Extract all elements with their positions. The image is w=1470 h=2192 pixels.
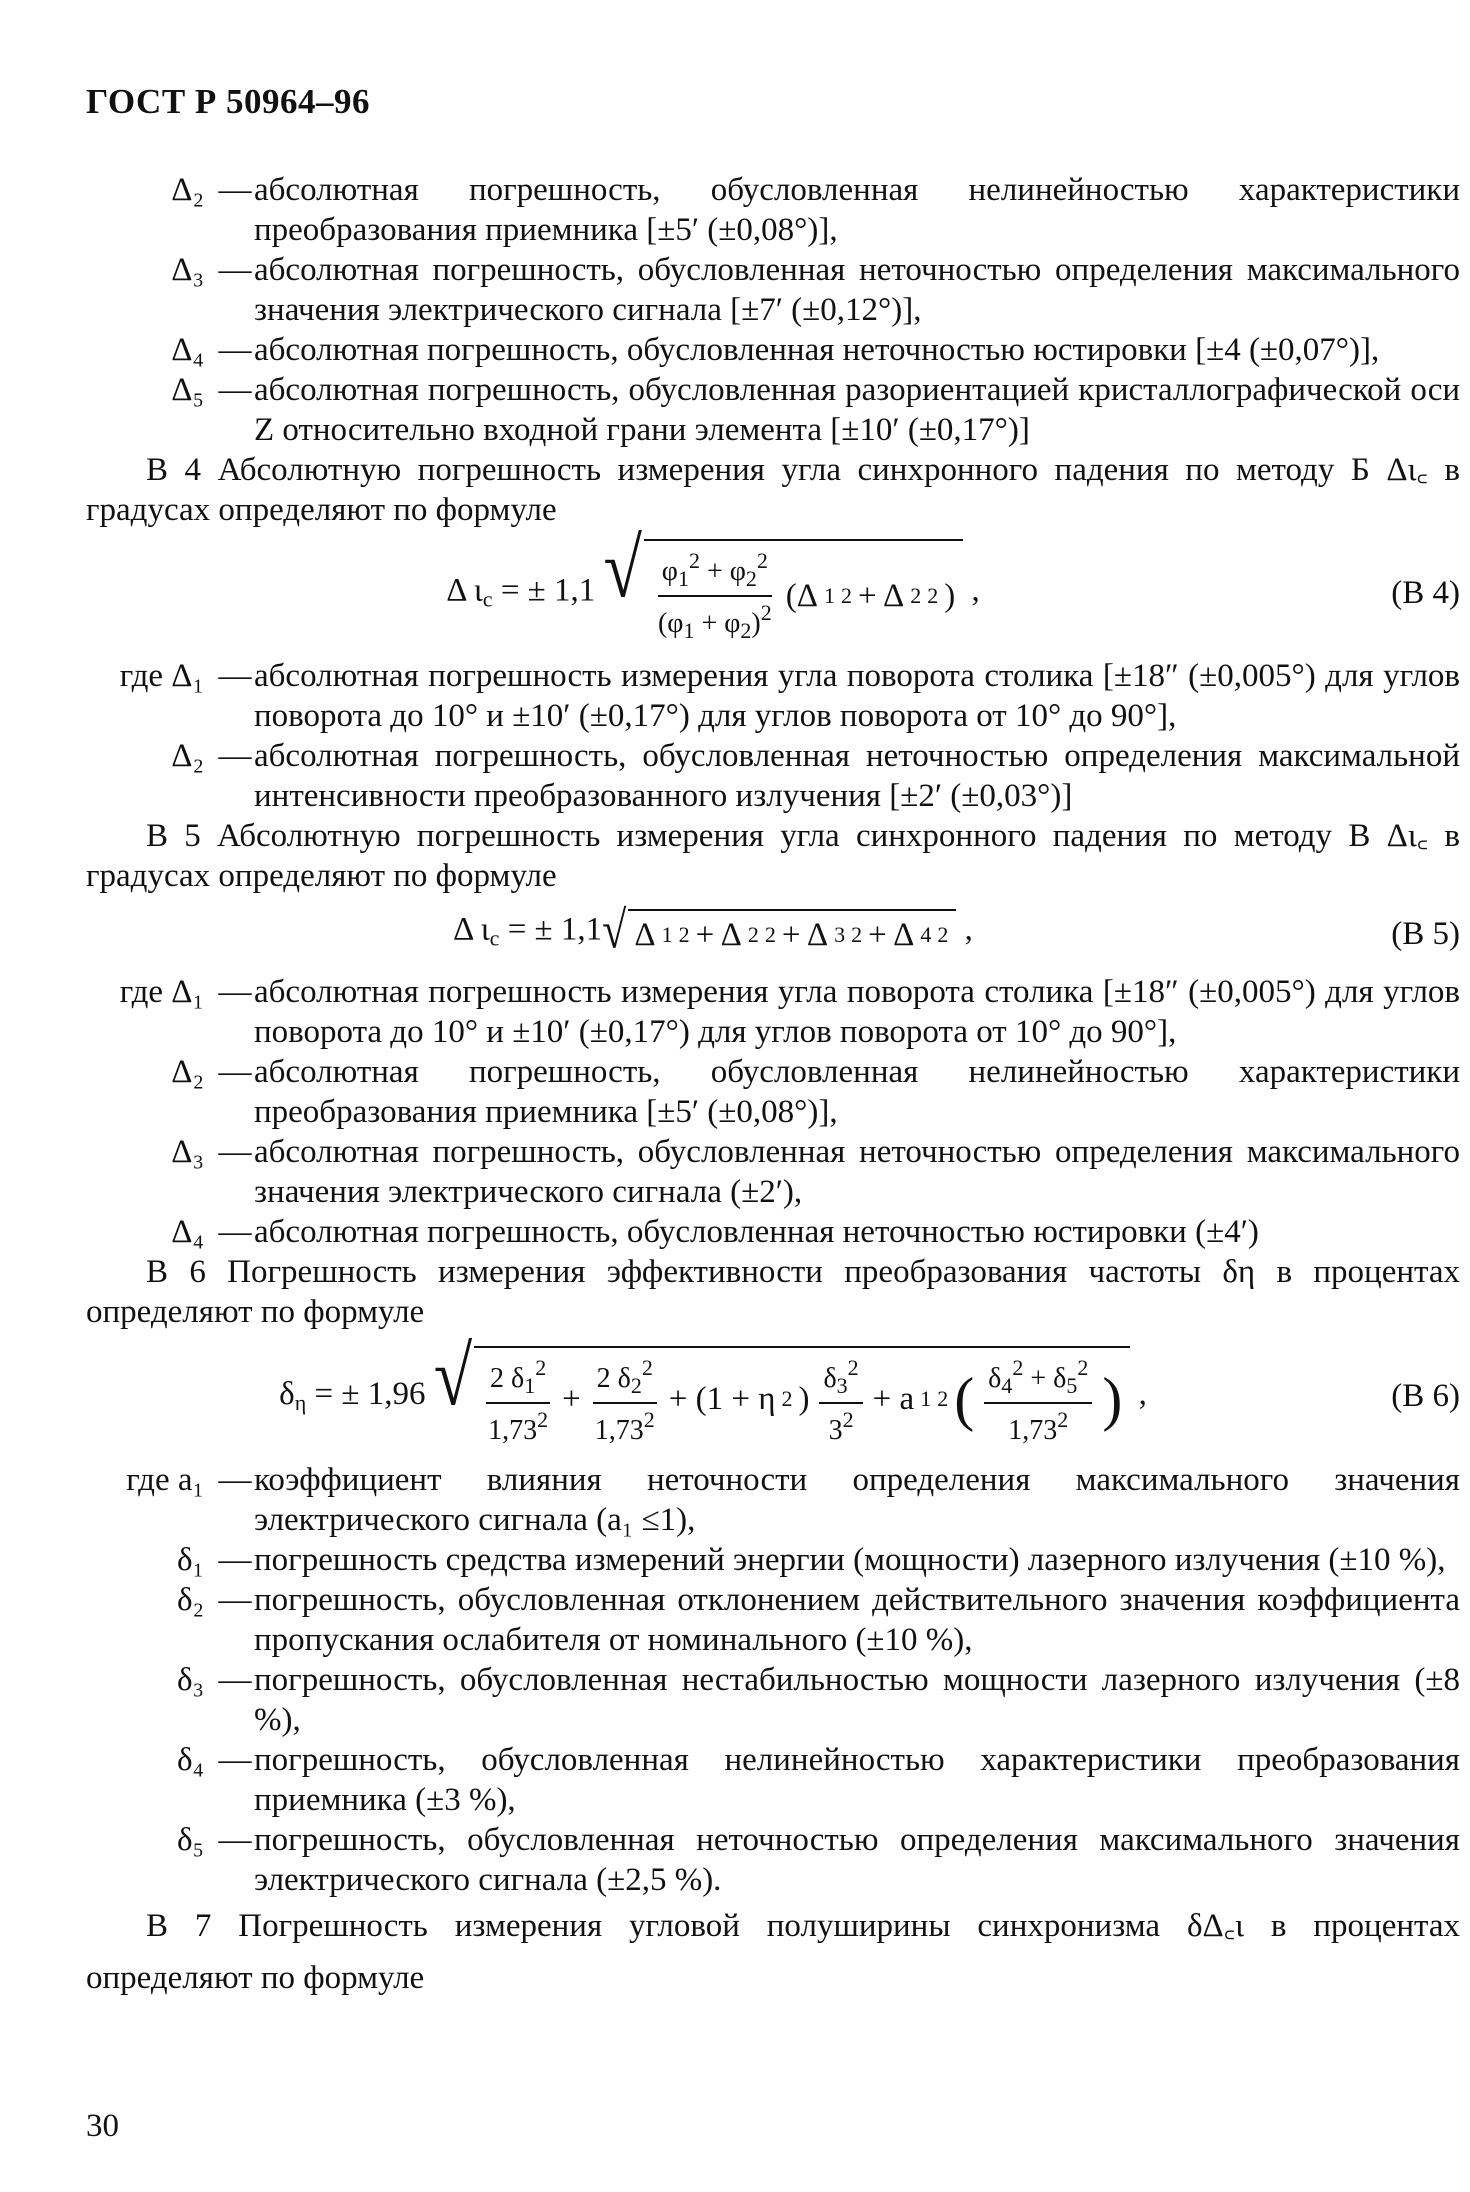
paragraph-b6: В 6 Погрешность измерения эффективности преобразования частоты δη в процентах определяют по формуле bbox=[86, 1254, 1460, 1330]
definition-symbol: Δ₄ bbox=[171, 1214, 204, 1250]
definition-symbol: где a₁ bbox=[126, 1462, 204, 1498]
definitions-list-4 bbox=[86, 1460, 1466, 1900]
formula-b6 bbox=[86, 1330, 1466, 1452]
definition-row bbox=[86, 1132, 1466, 1212]
paragraph-b4: В 4 Абсолютную погрешность измерения угла синхронного падения по методу Б Δι꜀ в градусах определяют по формуле bbox=[86, 452, 1460, 528]
definition-row bbox=[86, 250, 1466, 330]
dash: — bbox=[218, 252, 252, 288]
formula-b6-expression: $\delta_\eta$ = ± 1,96 √ $\frac{2 \delta_1^2}{1,73^2}$ + $\frac{2 \delta_2^2}{1,73^2}$ + (1 + η 2 ) $\frac{\delta_3^2}{3^2}$ + a 1 2 ( $\frac{\delta_4^2 + \delta_5^2}{1,73^2}$ ) , bbox=[279, 1330, 1147, 1446]
definition-symbol: δ₅ bbox=[176, 1822, 204, 1858]
definition-row bbox=[86, 1740, 1466, 1820]
definition-row bbox=[86, 370, 1466, 450]
definition-symbol: где Δ₁ bbox=[119, 658, 204, 694]
definition-symbol: Δ₅ bbox=[171, 372, 204, 408]
definition-symbol: где Δ₁ bbox=[119, 974, 204, 1010]
dash: — bbox=[218, 1582, 252, 1618]
definition-row bbox=[86, 736, 1466, 816]
definition-symbol: δ₄ bbox=[176, 1742, 204, 1778]
dash: — bbox=[218, 974, 252, 1010]
definition-row bbox=[86, 656, 1466, 736]
definition-symbol: Δ₂ bbox=[171, 172, 204, 208]
dash: — bbox=[218, 1742, 252, 1778]
definition-symbol: Δ₂ bbox=[171, 1054, 204, 1090]
formula-b4 bbox=[86, 523, 1466, 648]
definition-text: погрешность, обусловленная нестабильностью мощности лазерного излучения (±8 %), bbox=[254, 1662, 1460, 1738]
definitions-list-1 bbox=[86, 170, 1466, 450]
definition-row bbox=[86, 1212, 1466, 1252]
definition-symbol: Δ₂ bbox=[171, 738, 204, 774]
page-number: 30 bbox=[86, 2108, 119, 2144]
formula-b5-expression: Δ $\iota_c$ = ± 1,1 √ Δ 1 2 + Δ 2 2 + Δ 3 2 + Δ 4 2 , bbox=[453, 901, 973, 960]
formula-b4-number: (В 4) bbox=[1391, 575, 1460, 611]
paragraph-b7: В 7 Погрешность измерения угловой полуширины синхронизма δΔ꜀ι в процентах определяют по формуле bbox=[86, 1908, 1460, 1996]
definition-row bbox=[86, 1052, 1466, 1132]
definition-text: абсолютная погрешность измерения угла поворота столика [±18″ (±0,005°) для углов поворота до 10° и ±10′ (±0,17°) для углов поворота от 10° до 90°], bbox=[254, 974, 1460, 1050]
definitions-list-3 bbox=[86, 972, 1466, 1252]
definition-text: коэффициент влияния неточности определения максимального значения электрического сигнала (a₁ ≤1), bbox=[254, 1462, 1460, 1538]
definition-text: абсолютная погрешность, обусловленная разориентацией кристаллографической оси Z относительно входной грани элемента [±10′ (±0,17°)] bbox=[254, 372, 1460, 448]
definition-symbol: δ₂ bbox=[176, 1582, 204, 1618]
dash: — bbox=[218, 1054, 252, 1090]
definition-text: погрешность, обусловленная нелинейностью характеристики преобразования приемника (±3 %), bbox=[254, 1742, 1460, 1818]
definition-symbol: δ₁ bbox=[176, 1542, 204, 1578]
dash: — bbox=[218, 332, 252, 368]
definitions-list-2 bbox=[86, 656, 1466, 816]
dash: — bbox=[218, 1214, 252, 1250]
dash: — bbox=[218, 658, 252, 694]
dash: — bbox=[218, 1822, 252, 1858]
definition-row bbox=[86, 170, 1466, 250]
definition-row bbox=[86, 1460, 1466, 1540]
dash: — bbox=[218, 1662, 252, 1698]
definition-text: абсолютная погрешность, обусловленная нелинейностью характеристики преобразования приемника [±5′ (±0,08°)], bbox=[254, 172, 1460, 248]
definition-text: абсолютная погрешность, обусловленная неточностью юстировки (±4′) bbox=[254, 1214, 1259, 1250]
definition-text: абсолютная погрешность, обусловленная неточностью юстировки [±4 (±0,07°)], bbox=[254, 332, 1380, 368]
definition-text: погрешность, обусловленная отклонением действительного значения коэффициента пропускания ослабителя от номинального (±10 %), bbox=[254, 1582, 1460, 1658]
paragraph-b5: В 5 Абсолютную погрешность измерения угла синхронного падения по методу В Δι꜀ в градусах определяют по формуле bbox=[86, 818, 1460, 894]
definition-text: абсолютная погрешность, обусловленная неточностью определения максимального значения электрического сигнала [±7′ (±0,12°)], bbox=[254, 252, 1460, 328]
definition-symbol: δ₃ bbox=[176, 1662, 204, 1698]
dash: — bbox=[218, 1542, 252, 1578]
dash: — bbox=[218, 1134, 252, 1170]
definition-row bbox=[86, 1540, 1466, 1580]
definition-row bbox=[86, 330, 1466, 370]
formula-b6-number: (В 6) bbox=[1391, 1378, 1460, 1414]
definition-row bbox=[86, 1580, 1466, 1660]
definition-text: абсолютная погрешность, обусловленная неточностью определения максимальной интенсивности преобразованного излучения [±2′ (±0,03°)] bbox=[254, 738, 1460, 814]
formula-b4-expression: Δ $\iota_c$ = ± 1,1 √ $\frac{\varphi_1^2 + \varphi_2^2}{(\varphi_1 + \varphi_2)^2}$ (Δ 1 2 + Δ 2 2 ) , bbox=[86, 539, 1340, 647]
definition-symbol: Δ₄ bbox=[171, 332, 204, 368]
content bbox=[86, 170, 1466, 2004]
definition-text: погрешность средства измерений энергии (мощности) лазерного излучения (±10 %), bbox=[254, 1542, 1446, 1578]
formula-b5 bbox=[86, 901, 1466, 964]
definition-text: абсолютная погрешность, обусловленная неточностью определения максимального значения электрического сигнала (±2′), bbox=[254, 1134, 1460, 1210]
definition-text: абсолютная погрешность измерения угла поворота столика [±18″ (±0,005°) для углов поворота до 10° и ±10′ (±0,17°) для углов поворота от 10° до 90°], bbox=[254, 658, 1460, 734]
definition-row bbox=[86, 972, 1466, 1052]
definition-symbol: Δ₃ bbox=[171, 1134, 204, 1170]
dash: — bbox=[218, 372, 252, 408]
definition-row bbox=[86, 1660, 1466, 1740]
document-header: ГОСТ Р 50964–96 bbox=[86, 82, 371, 121]
definition-symbol: Δ₃ bbox=[171, 252, 204, 288]
dash: — bbox=[218, 1462, 252, 1498]
definition-row bbox=[86, 1820, 1466, 1900]
definition-text: абсолютная погрешность, обусловленная нелинейностью характеристики преобразования приемника [±5′ (±0,08°)], bbox=[254, 1054, 1460, 1130]
definition-text: погрешность, обусловленная неточностью определения максимального значения электрического сигнала (±2,5 %). bbox=[254, 1822, 1460, 1898]
formula-b5-number: (В 5) bbox=[1391, 916, 1460, 952]
dash: — bbox=[218, 172, 252, 208]
dash: — bbox=[218, 738, 252, 774]
